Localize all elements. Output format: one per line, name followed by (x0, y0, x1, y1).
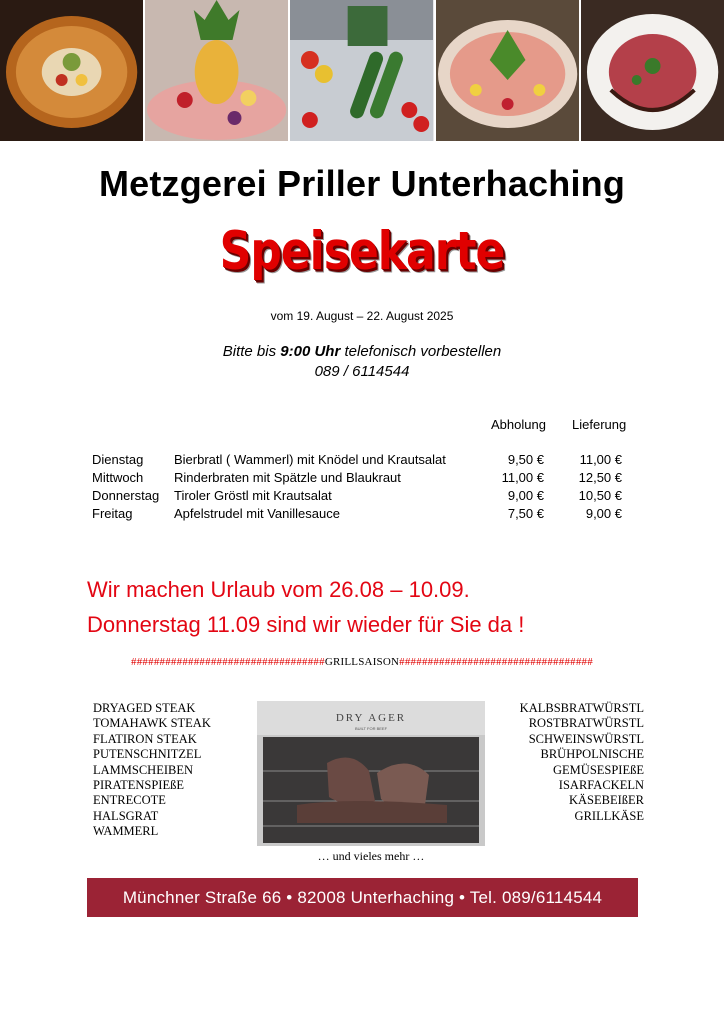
hashes-right: ################################## (399, 656, 593, 668)
and-much-more: … und vieles mehr … (317, 849, 425, 863)
grill-list-right (520, 701, 644, 824)
grill-item: BRÜHPOLNISCHE (540, 747, 644, 762)
menu-price-pickup: 7,50 € (507, 506, 544, 521)
menu-dish: Tiroler Gröstl mit Krautsalat (174, 488, 332, 503)
grill-item: ENTRECOTE (93, 793, 166, 808)
menu-dish: Apfelstrudel mit Vanillesauce (174, 506, 340, 521)
grill-item: KALBSBRATWÜRSTL (519, 701, 644, 715)
grill-item: HALSGRAT (93, 808, 159, 823)
menu-day: Freitag (92, 506, 133, 521)
vacation-line-1: Wir machen Urlaub vom 26.08 – 10.09. (87, 577, 470, 602)
grill-item: DRYAGED STEAK (93, 701, 196, 715)
footer-address: Münchner Straße 66 • 82008 Unterhaching • Tel. 089/6114544 (122, 887, 603, 907)
grill-item: KÄSEBEIßER (569, 793, 644, 808)
dryager-tagline: BUILT FOR BEEF (354, 726, 388, 731)
photo-braided-bread-wreath (0, 0, 143, 141)
col-header-pickup: Abholung (491, 417, 546, 432)
grillsaison-divider (0, 656, 724, 668)
grill-item: SCHWEINSWÜRSTL (528, 731, 644, 746)
photo-antipasti-platter (436, 0, 579, 141)
grill-item: GRILLKÄSE (574, 808, 644, 823)
col-header-delivery: Lieferung (572, 417, 627, 432)
date-range: vom 19. August – 22. August 2025 (270, 309, 454, 323)
page-title: Metzgerei Priller Unterhaching (98, 163, 626, 204)
menu-row-mittwoch (92, 470, 632, 488)
photo-pineapple-fruit-platter (145, 0, 288, 141)
menu-row-donnerstag (92, 488, 632, 506)
menu-price-delivery: 12,50 € (578, 470, 622, 485)
menu-row-freitag (92, 506, 632, 524)
dryager-brand: DRY AGER (335, 712, 407, 724)
grill-item: ISARFACKELN (558, 778, 644, 793)
grill-item: TOMAHAWK STEAK (93, 716, 211, 731)
menu-price-pickup: 11,00 € (501, 470, 544, 485)
grill-item: PUTENSCHNITZEL (93, 747, 202, 762)
hashes-left: ################################## (131, 656, 325, 668)
grill-item: ROSTBRATWÜRSTL (528, 716, 644, 731)
menu-price-delivery: 9,00 € (585, 506, 622, 521)
menu-day: Dienstag (92, 452, 144, 467)
order-line (0, 342, 724, 362)
speisekarte-wordart: Speisekarte (219, 220, 505, 283)
grill-item: GEMÜSESPIEßE (553, 762, 644, 777)
order-time: 9:00 Uhr (280, 343, 341, 360)
menu-dish: Rinderbraten mit Spätzle und Blaukraut (174, 470, 401, 485)
menu-row-dienstag (92, 452, 632, 470)
menu-price-pickup: 9,50 € (507, 452, 544, 467)
grill-item: WAMMERL (93, 824, 159, 839)
menu-price-delivery: 10,50 € (578, 488, 622, 503)
vacation-line-2: Donnerstag 11.09 sind wir wieder für Sie da ! (87, 612, 525, 637)
menu-price-delivery: 11,00 € (579, 452, 622, 467)
grill-list-left (93, 701, 211, 840)
menu-price-pickup: 9,00 € (507, 488, 544, 503)
order-prefix: Bitte bis (222, 343, 281, 360)
photo-carpaccio-plate (581, 0, 724, 141)
photo-vegetable-buffet (290, 0, 433, 141)
order-suffix: telefonisch vorbestellen (340, 343, 502, 360)
footer-address-bar (87, 878, 638, 917)
grill-item: LAMMSCHEIBEN (93, 762, 194, 777)
menu-day: Donnerstag (92, 488, 160, 503)
menu-day: Mittwoch (92, 470, 144, 485)
photo-strip (0, 0, 724, 141)
order-phone: 089 / 6114544 (314, 363, 410, 380)
order-notice (0, 342, 724, 382)
grillsaison-label: GRILLSAISON (324, 656, 400, 668)
menu-dish: Bierbratl ( Wammerl) mit Knödel und Krautsalat (174, 452, 446, 467)
grill-item: FLATIRON STEAK (93, 731, 197, 746)
grill-item: PIRATENSPIEßE (93, 778, 184, 793)
dry-ager-photo (257, 701, 485, 846)
